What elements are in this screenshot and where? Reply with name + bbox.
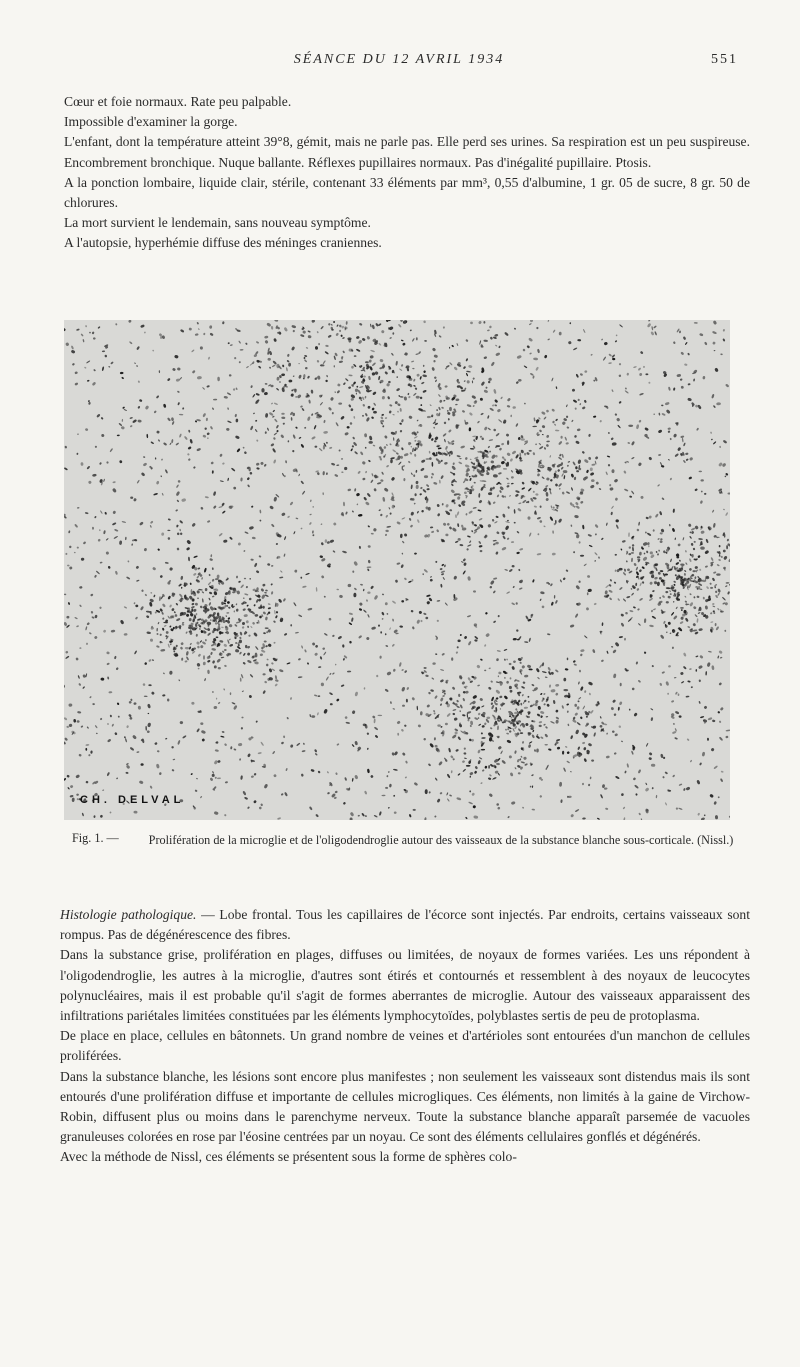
paragraph: Avec la méthode de Nissl, ces éléments se présentent sous la forme de sphères colo- bbox=[60, 1149, 517, 1165]
paragraph: L'enfant, dont la température atteint 39°8, gémit, mais ne parle pas. Elle perd ses urines. Sa respiration est un peu suspireuse. Encombrement bronchique. Nuque ballante. Réflexes pupillaires normaux. Pas d'inégalité pupillaire. Ptosis. bbox=[64, 134, 750, 170]
histology-section bbox=[60, 905, 750, 1168]
running-title: SÉANCE DU 12 AVRIL 1934 bbox=[293, 52, 505, 67]
paragraph: Dans la substance grise, prolifération en plages, diffuses ou limitées, de noyaux de formes variées. Les uns répondent à l'oligodendroglie, les autres à la microglie, d'autres sont étirés et contournés et ressemblent à des noyaux de leucocytes polynucléaires, mais il est probable qu'il s'agit de formes aberrantes de microglie. Autour des vaisseaux apparaissent des infiltrations pariétales limitées constituées par les éléments lymphocytoïdes, polyblastes sertis de peu de protoplasma. bbox=[60, 947, 750, 1024]
page-number: 551 bbox=[711, 52, 738, 67]
paragraph: Impossible d'examiner la gorge. bbox=[64, 114, 238, 130]
figure-label: Fig. 1. — bbox=[72, 831, 119, 845]
clinical-notes bbox=[60, 92, 750, 254]
histology-text: — Lobe frontal. Tous les capillaires de l'écorce sont injectés. Par endroits, certains vaisseaux sont rompus. Pas de dégénérescence des fibres. bbox=[60, 907, 750, 943]
paragraph: Dans la substance blanche, les lésions sont encore plus manifestes ; non seulement les vaisseaux sont distendus mais ils sont entourés d'une prolifération diffuse et importante de cellules microgliques. Ces éléments, non limités à la gaine de Virchow-Robin, diffusent plus ou moins dans le parenchyme nerveux. Toute la substance blanche apparaît parsemée de vacuoles granuleuses colorées en rose par l'éosine centrées par un noyau. Ce sont des éléments cellulaires gonflés et dégénérés. bbox=[60, 1068, 750, 1145]
paragraph bbox=[60, 905, 750, 945]
paragraph: A l'autopsie, hyperhémie diffuse des méninges craniennes. bbox=[64, 235, 382, 251]
micrograph-image bbox=[64, 320, 730, 820]
micrograph-figure bbox=[64, 320, 730, 820]
running-head bbox=[60, 52, 738, 72]
figure-credit: CH. DELVAL bbox=[80, 794, 185, 806]
paragraph: La mort survient le lendemain, sans nouveau symptôme. bbox=[64, 215, 371, 231]
caption-text: Prolifération de la microglie et de l'oligodendroglie autour des vaisseaux de la substance blanche sous-corticale. (Nissl.) bbox=[148, 833, 734, 847]
figure-caption bbox=[72, 832, 740, 849]
paragraph: A la ponction lombaire, liquide clair, stérile, contenant 33 éléments par mm³, 0,55 d'albumine, 1 gr. 05 de sucre, 8 gr. 50 de chlorures. bbox=[64, 174, 750, 211]
histology-label: Histologie pathologique. bbox=[60, 907, 197, 922]
paragraph: Cœur et foie normaux. Rate peu palpable. bbox=[64, 94, 292, 109]
paragraph: De place en place, cellules en bâtonnets. Un grand nombre de veines et d'artérioles sont entourées d'un manchon de cellules proliférées. bbox=[60, 1028, 750, 1064]
